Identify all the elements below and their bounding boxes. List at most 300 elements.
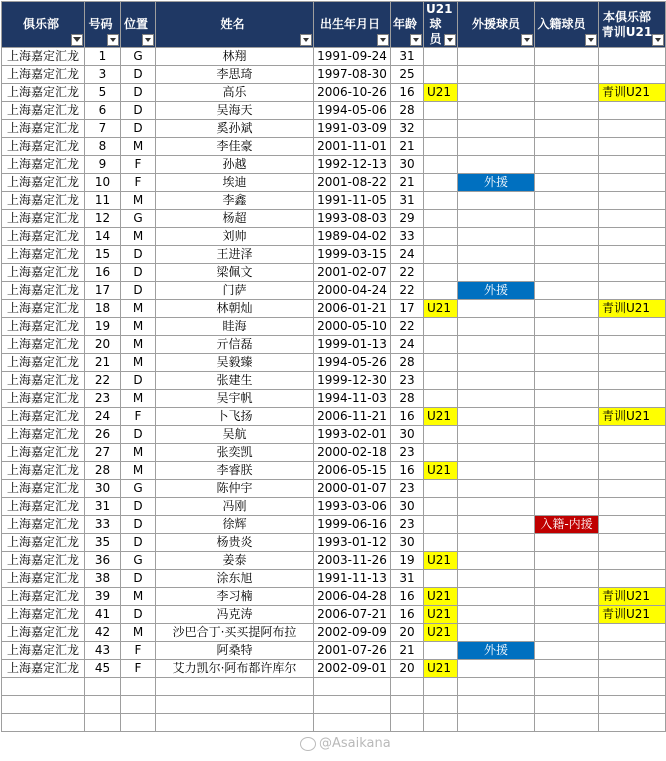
- cell-homegrown[interactable]: [599, 318, 666, 336]
- cell-age[interactable]: 30: [391, 498, 424, 516]
- cell-number[interactable]: 33: [85, 516, 121, 534]
- empty-cell[interactable]: [535, 678, 599, 696]
- cell-birth[interactable]: 2001-02-07: [314, 264, 391, 282]
- cell-name[interactable]: 吴海天: [156, 102, 314, 120]
- cell-naturalized[interactable]: [535, 192, 599, 210]
- cell-foreign[interactable]: [458, 498, 535, 516]
- cell-name[interactable]: 高乐: [156, 84, 314, 102]
- cell-position[interactable]: D: [121, 246, 156, 264]
- cell-position[interactable]: D: [121, 498, 156, 516]
- cell-foreign[interactable]: [458, 48, 535, 66]
- cell-club[interactable]: 上海嘉定汇龙: [2, 354, 85, 372]
- cell-birth[interactable]: 1994-05-26: [314, 354, 391, 372]
- cell-club[interactable]: 上海嘉定汇龙: [2, 606, 85, 624]
- cell-homegrown[interactable]: [599, 516, 666, 534]
- cell-foreign[interactable]: [458, 624, 535, 642]
- cell-name[interactable]: 卜飞扬: [156, 408, 314, 426]
- cell-u21[interactable]: [424, 120, 458, 138]
- cell-position[interactable]: D: [121, 66, 156, 84]
- cell-homegrown[interactable]: [599, 120, 666, 138]
- cell-birth[interactable]: 1993-03-06: [314, 498, 391, 516]
- cell-number[interactable]: 16: [85, 264, 121, 282]
- cell-homegrown[interactable]: [599, 534, 666, 552]
- filter-name-icon[interactable]: [300, 34, 312, 46]
- cell-position[interactable]: D: [121, 516, 156, 534]
- cell-club[interactable]: 上海嘉定汇龙: [2, 138, 85, 156]
- cell-homegrown[interactable]: [599, 210, 666, 228]
- cell-club[interactable]: 上海嘉定汇龙: [2, 642, 85, 660]
- cell-u21[interactable]: [424, 534, 458, 552]
- cell-foreign[interactable]: [458, 372, 535, 390]
- cell-number[interactable]: 1: [85, 48, 121, 66]
- cell-club[interactable]: 上海嘉定汇龙: [2, 426, 85, 444]
- cell-name[interactable]: 刘帅: [156, 228, 314, 246]
- cell-foreign[interactable]: [458, 66, 535, 84]
- cell-foreign[interactable]: [458, 462, 535, 480]
- cell-age[interactable]: 16: [391, 408, 424, 426]
- cell-birth[interactable]: 1989-04-02: [314, 228, 391, 246]
- cell-u21[interactable]: [424, 282, 458, 300]
- cell-position[interactable]: M: [121, 300, 156, 318]
- cell-birth[interactable]: 2006-07-21: [314, 606, 391, 624]
- cell-naturalized[interactable]: [535, 480, 599, 498]
- empty-cell[interactable]: [85, 678, 121, 696]
- cell-name[interactable]: 姜泰: [156, 552, 314, 570]
- cell-position[interactable]: D: [121, 372, 156, 390]
- empty-cell[interactable]: [391, 714, 424, 732]
- cell-birth[interactable]: 1991-03-09: [314, 120, 391, 138]
- cell-foreign[interactable]: 外援: [458, 174, 535, 192]
- cell-naturalized[interactable]: [535, 66, 599, 84]
- cell-position[interactable]: G: [121, 552, 156, 570]
- cell-club[interactable]: 上海嘉定汇龙: [2, 336, 85, 354]
- empty-cell[interactable]: [424, 714, 458, 732]
- cell-age[interactable]: 28: [391, 102, 424, 120]
- cell-number[interactable]: 8: [85, 138, 121, 156]
- cell-position[interactable]: G: [121, 210, 156, 228]
- cell-homegrown[interactable]: [599, 444, 666, 462]
- cell-naturalized[interactable]: [535, 408, 599, 426]
- cell-naturalized[interactable]: [535, 372, 599, 390]
- cell-homegrown[interactable]: [599, 336, 666, 354]
- cell-birth[interactable]: 1999-03-15: [314, 246, 391, 264]
- cell-u21[interactable]: U21: [424, 552, 458, 570]
- cell-naturalized[interactable]: [535, 264, 599, 282]
- cell-number[interactable]: 42: [85, 624, 121, 642]
- empty-cell[interactable]: [535, 714, 599, 732]
- cell-age[interactable]: 24: [391, 336, 424, 354]
- cell-u21[interactable]: [424, 426, 458, 444]
- cell-naturalized[interactable]: [535, 282, 599, 300]
- cell-homegrown[interactable]: [599, 624, 666, 642]
- cell-age[interactable]: 23: [391, 480, 424, 498]
- cell-age[interactable]: 31: [391, 570, 424, 588]
- cell-position[interactable]: M: [121, 588, 156, 606]
- cell-number[interactable]: 19: [85, 318, 121, 336]
- cell-number[interactable]: 6: [85, 102, 121, 120]
- cell-naturalized[interactable]: [535, 444, 599, 462]
- cell-name[interactable]: 冯刚: [156, 498, 314, 516]
- cell-naturalized[interactable]: [535, 462, 599, 480]
- empty-cell[interactable]: [85, 714, 121, 732]
- cell-position[interactable]: M: [121, 390, 156, 408]
- cell-age[interactable]: 16: [391, 606, 424, 624]
- cell-foreign[interactable]: [458, 192, 535, 210]
- cell-number[interactable]: 20: [85, 336, 121, 354]
- cell-number[interactable]: 21: [85, 354, 121, 372]
- cell-foreign[interactable]: [458, 480, 535, 498]
- cell-foreign[interactable]: [458, 408, 535, 426]
- cell-foreign[interactable]: [458, 552, 535, 570]
- cell-foreign[interactable]: [458, 264, 535, 282]
- cell-club[interactable]: 上海嘉定汇龙: [2, 174, 85, 192]
- empty-cell[interactable]: [314, 714, 391, 732]
- cell-position[interactable]: M: [121, 354, 156, 372]
- cell-homegrown[interactable]: [599, 282, 666, 300]
- cell-homegrown[interactable]: [599, 498, 666, 516]
- cell-age[interactable]: 17: [391, 300, 424, 318]
- cell-naturalized[interactable]: [535, 642, 599, 660]
- cell-birth[interactable]: 2001-07-26: [314, 642, 391, 660]
- cell-homegrown[interactable]: [599, 552, 666, 570]
- cell-name[interactable]: 阿桑特: [156, 642, 314, 660]
- cell-name[interactable]: 艾力凯尔·阿布都许库尔: [156, 660, 314, 678]
- cell-age[interactable]: 23: [391, 516, 424, 534]
- cell-position[interactable]: F: [121, 642, 156, 660]
- cell-name[interactable]: 张奕凯: [156, 444, 314, 462]
- cell-foreign[interactable]: [458, 246, 535, 264]
- cell-homegrown[interactable]: [599, 102, 666, 120]
- cell-number[interactable]: 36: [85, 552, 121, 570]
- cell-homegrown[interactable]: 青训U21: [599, 408, 666, 426]
- cell-club[interactable]: 上海嘉定汇龙: [2, 498, 85, 516]
- cell-u21[interactable]: U21: [424, 624, 458, 642]
- cell-homegrown[interactable]: [599, 228, 666, 246]
- cell-birth[interactable]: 1999-06-16: [314, 516, 391, 534]
- cell-number[interactable]: 38: [85, 570, 121, 588]
- cell-position[interactable]: M: [121, 444, 156, 462]
- cell-number[interactable]: 12: [85, 210, 121, 228]
- cell-u21[interactable]: [424, 210, 458, 228]
- cell-birth[interactable]: 2001-11-01: [314, 138, 391, 156]
- cell-u21[interactable]: [424, 354, 458, 372]
- cell-age[interactable]: 28: [391, 390, 424, 408]
- empty-cell[interactable]: [458, 714, 535, 732]
- cell-age[interactable]: 31: [391, 192, 424, 210]
- cell-age[interactable]: 21: [391, 642, 424, 660]
- cell-naturalized[interactable]: [535, 102, 599, 120]
- cell-birth[interactable]: 1993-02-01: [314, 426, 391, 444]
- cell-age[interactable]: 32: [391, 120, 424, 138]
- cell-foreign[interactable]: [458, 570, 535, 588]
- cell-birth[interactable]: 1992-12-13: [314, 156, 391, 174]
- cell-naturalized[interactable]: [535, 354, 599, 372]
- cell-u21[interactable]: [424, 498, 458, 516]
- cell-u21[interactable]: U21: [424, 300, 458, 318]
- cell-position[interactable]: D: [121, 102, 156, 120]
- cell-number[interactable]: 45: [85, 660, 121, 678]
- cell-club[interactable]: 上海嘉定汇龙: [2, 588, 85, 606]
- cell-club[interactable]: 上海嘉定汇龙: [2, 552, 85, 570]
- cell-naturalized[interactable]: [535, 156, 599, 174]
- cell-homegrown[interactable]: 青训U21: [599, 84, 666, 102]
- cell-birth[interactable]: 1997-08-30: [314, 66, 391, 84]
- cell-position[interactable]: M: [121, 336, 156, 354]
- cell-naturalized[interactable]: [535, 426, 599, 444]
- cell-position[interactable]: D: [121, 606, 156, 624]
- cell-u21[interactable]: [424, 570, 458, 588]
- empty-cell[interactable]: [391, 696, 424, 714]
- cell-name[interactable]: 吴毅臻: [156, 354, 314, 372]
- cell-position[interactable]: D: [121, 282, 156, 300]
- cell-number[interactable]: 18: [85, 300, 121, 318]
- cell-u21[interactable]: [424, 174, 458, 192]
- cell-foreign[interactable]: [458, 588, 535, 606]
- cell-club[interactable]: 上海嘉定汇龙: [2, 570, 85, 588]
- cell-club[interactable]: 上海嘉定汇龙: [2, 156, 85, 174]
- cell-club[interactable]: 上海嘉定汇龙: [2, 48, 85, 66]
- cell-number[interactable]: 14: [85, 228, 121, 246]
- cell-number[interactable]: 5: [85, 84, 121, 102]
- cell-foreign[interactable]: [458, 102, 535, 120]
- cell-naturalized[interactable]: [535, 552, 599, 570]
- cell-number[interactable]: 9: [85, 156, 121, 174]
- cell-position[interactable]: M: [121, 228, 156, 246]
- cell-name[interactable]: 陈仲宇: [156, 480, 314, 498]
- cell-naturalized[interactable]: [535, 246, 599, 264]
- filter-naturalized-icon[interactable]: [585, 34, 597, 46]
- cell-number[interactable]: 27: [85, 444, 121, 462]
- cell-naturalized[interactable]: [535, 228, 599, 246]
- cell-age[interactable]: 31: [391, 48, 424, 66]
- cell-club[interactable]: 上海嘉定汇龙: [2, 210, 85, 228]
- cell-number[interactable]: 43: [85, 642, 121, 660]
- cell-u21[interactable]: [424, 642, 458, 660]
- cell-homegrown[interactable]: [599, 174, 666, 192]
- empty-cell[interactable]: [156, 714, 314, 732]
- cell-naturalized[interactable]: [535, 318, 599, 336]
- cell-number[interactable]: 3: [85, 66, 121, 84]
- cell-age[interactable]: 21: [391, 138, 424, 156]
- cell-u21[interactable]: [424, 264, 458, 282]
- empty-cell[interactable]: [535, 696, 599, 714]
- cell-birth[interactable]: 2001-08-22: [314, 174, 391, 192]
- cell-birth[interactable]: 1993-08-03: [314, 210, 391, 228]
- cell-homegrown[interactable]: [599, 426, 666, 444]
- cell-club[interactable]: 上海嘉定汇龙: [2, 318, 85, 336]
- cell-birth[interactable]: 2000-01-07: [314, 480, 391, 498]
- cell-u21[interactable]: [424, 444, 458, 462]
- cell-name[interactable]: 吴航: [156, 426, 314, 444]
- cell-foreign[interactable]: [458, 156, 535, 174]
- cell-age[interactable]: 20: [391, 660, 424, 678]
- cell-foreign[interactable]: [458, 534, 535, 552]
- cell-age[interactable]: 23: [391, 372, 424, 390]
- cell-name[interactable]: 李睿朕: [156, 462, 314, 480]
- cell-naturalized[interactable]: [535, 588, 599, 606]
- cell-club[interactable]: 上海嘉定汇龙: [2, 408, 85, 426]
- cell-number[interactable]: 22: [85, 372, 121, 390]
- cell-number[interactable]: 15: [85, 246, 121, 264]
- cell-homegrown[interactable]: [599, 66, 666, 84]
- cell-foreign[interactable]: [458, 426, 535, 444]
- cell-u21[interactable]: [424, 138, 458, 156]
- cell-position[interactable]: D: [121, 534, 156, 552]
- cell-homegrown[interactable]: 青训U21: [599, 300, 666, 318]
- filter-birth-icon[interactable]: [377, 34, 389, 46]
- cell-birth[interactable]: 2002-09-01: [314, 660, 391, 678]
- cell-position[interactable]: D: [121, 84, 156, 102]
- cell-age[interactable]: 22: [391, 282, 424, 300]
- cell-foreign[interactable]: [458, 210, 535, 228]
- cell-birth[interactable]: 2000-05-10: [314, 318, 391, 336]
- cell-age[interactable]: 21: [391, 174, 424, 192]
- cell-club[interactable]: 上海嘉定汇龙: [2, 84, 85, 102]
- cell-birth[interactable]: 2006-01-21: [314, 300, 391, 318]
- cell-u21[interactable]: [424, 372, 458, 390]
- cell-club[interactable]: 上海嘉定汇龙: [2, 246, 85, 264]
- cell-u21[interactable]: [424, 516, 458, 534]
- cell-name[interactable]: 眭海: [156, 318, 314, 336]
- cell-homegrown[interactable]: [599, 660, 666, 678]
- cell-homegrown[interactable]: 青训U21: [599, 606, 666, 624]
- cell-u21[interactable]: U21: [424, 408, 458, 426]
- filter-position-icon[interactable]: [142, 34, 154, 46]
- cell-birth[interactable]: 2006-10-26: [314, 84, 391, 102]
- cell-number[interactable]: 31: [85, 498, 121, 516]
- cell-name[interactable]: 李鑫: [156, 192, 314, 210]
- cell-position[interactable]: F: [121, 156, 156, 174]
- cell-birth[interactable]: 1991-09-24: [314, 48, 391, 66]
- cell-birth[interactable]: 1999-01-13: [314, 336, 391, 354]
- cell-club[interactable]: 上海嘉定汇龙: [2, 444, 85, 462]
- cell-homegrown[interactable]: [599, 462, 666, 480]
- cell-club[interactable]: 上海嘉定汇龙: [2, 66, 85, 84]
- empty-cell[interactable]: [424, 678, 458, 696]
- cell-name[interactable]: 埃迪: [156, 174, 314, 192]
- filter-foreign-icon[interactable]: [521, 34, 533, 46]
- cell-naturalized[interactable]: [535, 300, 599, 318]
- empty-cell[interactable]: [2, 678, 85, 696]
- cell-age[interactable]: 30: [391, 534, 424, 552]
- cell-u21[interactable]: [424, 480, 458, 498]
- cell-homegrown[interactable]: [599, 642, 666, 660]
- empty-cell[interactable]: [314, 696, 391, 714]
- cell-name[interactable]: 孙越: [156, 156, 314, 174]
- cell-age[interactable]: 16: [391, 462, 424, 480]
- cell-age[interactable]: 20: [391, 624, 424, 642]
- cell-number[interactable]: 30: [85, 480, 121, 498]
- cell-birth[interactable]: 1994-11-03: [314, 390, 391, 408]
- cell-u21[interactable]: [424, 390, 458, 408]
- cell-number[interactable]: 41: [85, 606, 121, 624]
- cell-naturalized[interactable]: 入籍-内援: [535, 516, 599, 534]
- cell-birth[interactable]: 2000-02-18: [314, 444, 391, 462]
- cell-u21[interactable]: [424, 48, 458, 66]
- cell-position[interactable]: D: [121, 426, 156, 444]
- cell-name[interactable]: 沙巴合丁·买买提阿布拉: [156, 624, 314, 642]
- cell-position[interactable]: F: [121, 408, 156, 426]
- cell-naturalized[interactable]: [535, 390, 599, 408]
- cell-u21[interactable]: [424, 318, 458, 336]
- cell-number[interactable]: 17: [85, 282, 121, 300]
- cell-u21[interactable]: U21: [424, 660, 458, 678]
- cell-naturalized[interactable]: [535, 174, 599, 192]
- cell-name[interactable]: 吴宇帆: [156, 390, 314, 408]
- cell-age[interactable]: 28: [391, 354, 424, 372]
- cell-foreign[interactable]: [458, 390, 535, 408]
- cell-name[interactable]: 林翔: [156, 48, 314, 66]
- empty-cell[interactable]: [424, 696, 458, 714]
- cell-birth[interactable]: 2000-04-24: [314, 282, 391, 300]
- cell-foreign[interactable]: [458, 660, 535, 678]
- cell-u21[interactable]: U21: [424, 84, 458, 102]
- cell-naturalized[interactable]: [535, 84, 599, 102]
- cell-birth[interactable]: 2006-04-28: [314, 588, 391, 606]
- filter-u21-icon[interactable]: [444, 34, 456, 46]
- cell-birth[interactable]: 2006-11-21: [314, 408, 391, 426]
- cell-position[interactable]: D: [121, 570, 156, 588]
- cell-position[interactable]: M: [121, 138, 156, 156]
- empty-cell[interactable]: [458, 696, 535, 714]
- cell-number[interactable]: 7: [85, 120, 121, 138]
- cell-foreign[interactable]: [458, 84, 535, 102]
- cell-number[interactable]: 24: [85, 408, 121, 426]
- cell-club[interactable]: 上海嘉定汇龙: [2, 660, 85, 678]
- cell-age[interactable]: 24: [391, 246, 424, 264]
- cell-number[interactable]: 23: [85, 390, 121, 408]
- cell-naturalized[interactable]: [535, 498, 599, 516]
- empty-cell[interactable]: [458, 678, 535, 696]
- cell-age[interactable]: 23: [391, 444, 424, 462]
- cell-foreign[interactable]: [458, 318, 535, 336]
- cell-u21[interactable]: [424, 228, 458, 246]
- cell-club[interactable]: 上海嘉定汇龙: [2, 534, 85, 552]
- cell-birth[interactable]: 1993-01-12: [314, 534, 391, 552]
- cell-position[interactable]: M: [121, 192, 156, 210]
- cell-name[interactable]: 林朝灿: [156, 300, 314, 318]
- cell-club[interactable]: 上海嘉定汇龙: [2, 300, 85, 318]
- filter-club-icon[interactable]: [71, 34, 83, 46]
- cell-position[interactable]: F: [121, 174, 156, 192]
- cell-homegrown[interactable]: [599, 480, 666, 498]
- cell-foreign[interactable]: [458, 336, 535, 354]
- cell-club[interactable]: 上海嘉定汇龙: [2, 480, 85, 498]
- cell-position[interactable]: M: [121, 318, 156, 336]
- cell-birth[interactable]: 1991-11-05: [314, 192, 391, 210]
- cell-number[interactable]: 10: [85, 174, 121, 192]
- empty-cell[interactable]: [85, 696, 121, 714]
- cell-name[interactable]: 杨贵炎: [156, 534, 314, 552]
- cell-naturalized[interactable]: [535, 624, 599, 642]
- cell-age[interactable]: 22: [391, 318, 424, 336]
- cell-age[interactable]: 30: [391, 426, 424, 444]
- empty-cell[interactable]: [2, 696, 85, 714]
- empty-cell[interactable]: [391, 678, 424, 696]
- cell-club[interactable]: 上海嘉定汇龙: [2, 192, 85, 210]
- cell-club[interactable]: 上海嘉定汇龙: [2, 372, 85, 390]
- cell-name[interactable]: 杨超: [156, 210, 314, 228]
- cell-homegrown[interactable]: [599, 570, 666, 588]
- cell-club[interactable]: 上海嘉定汇龙: [2, 120, 85, 138]
- cell-foreign[interactable]: [458, 228, 535, 246]
- cell-club[interactable]: 上海嘉定汇龙: [2, 516, 85, 534]
- empty-cell[interactable]: [599, 714, 666, 732]
- cell-foreign[interactable]: [458, 120, 535, 138]
- cell-birth[interactable]: 1991-11-13: [314, 570, 391, 588]
- cell-naturalized[interactable]: [535, 534, 599, 552]
- cell-u21[interactable]: [424, 156, 458, 174]
